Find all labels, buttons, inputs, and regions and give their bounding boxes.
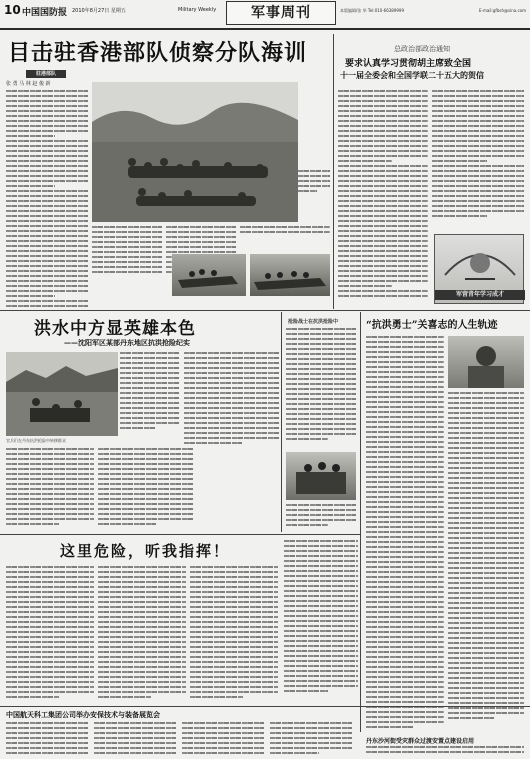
flood-text-column-2 <box>6 448 94 532</box>
flood-text-column-3 <box>98 448 194 532</box>
page-number: 10 <box>4 3 21 17</box>
paper-name: 中国国防报 <box>22 8 68 18</box>
sidebar-headline-1: 要求认真学习贯彻胡主席致全国 <box>345 59 472 69</box>
flood-photo <box>6 352 118 436</box>
column-rule-middle <box>281 312 282 532</box>
footer-right-text <box>366 746 524 756</box>
section-divider <box>0 310 530 311</box>
editor-contact: 本版编辑/张 华 Tel:010-66389999 <box>340 8 405 13</box>
flood-headline: 洪水中方显英雄本色 <box>34 319 196 339</box>
flood-rescue-image <box>6 352 118 436</box>
lower-text-column-1 <box>6 566 94 704</box>
footer-right-headline: 丹东沙河街受灾群众过渡安置点建设启用 <box>366 738 475 745</box>
column-rule-right <box>360 312 361 732</box>
middle-photo <box>286 452 356 500</box>
lead-text-column-2 <box>92 226 162 280</box>
dateline: 2010年8月27日 星期五 <box>72 8 126 14</box>
footer-left-text <box>6 722 352 756</box>
section-title: 军事周刊 <box>226 1 336 25</box>
footer-divider <box>0 706 530 707</box>
lower-text-column-3 <box>190 566 278 704</box>
lower-divider <box>0 534 360 535</box>
soldiers-training-image <box>92 82 298 222</box>
flood-subhead: ——沈阳军区某部丹东地区抗洪抢险纪实 <box>64 338 190 347</box>
flood-text-column-4 <box>184 352 280 448</box>
right-feature-column-2 <box>448 392 524 732</box>
boat-photo-1 <box>172 254 246 296</box>
lead-headline: 目击驻香港部队侦察分队海训 <box>8 40 308 66</box>
section-name-en: Military Weekly <box>178 7 217 13</box>
masthead <box>0 0 530 30</box>
middle-text-column-2 <box>286 504 356 532</box>
sidebar-text-column-1 <box>338 90 428 300</box>
lead-photo-caption <box>298 170 330 195</box>
column-rule <box>333 34 334 309</box>
boat-photo-2 <box>250 254 330 296</box>
flood-photo-caption: 官兵们在丹东抗洪抢险中转移群众 <box>6 438 66 443</box>
lead-main-photo <box>92 82 298 222</box>
youth-badge-emblem-icon <box>435 235 525 287</box>
sidebar-text-column-2 <box>432 90 524 226</box>
footer-left-headline: 中国航天科工集团公司举办安保技术与装备展览会 <box>6 710 160 719</box>
right-feature-headline: “抗洪勇士”关喜志的人生轨迹 <box>366 320 498 331</box>
right-feature-column-1 <box>366 336 444 732</box>
sidebar-headline-2: 十一届全委会和全国学联二十五大的贺信 <box>340 70 484 80</box>
middle-column-title: 抢险战士在抗洪抢险中 <box>288 319 339 325</box>
lower-headline: 这里危险，听我指挥！ <box>60 542 231 560</box>
portrait-image <box>448 336 524 388</box>
lead-text-column-4 <box>240 226 330 240</box>
lead-kicker: 驻港部队 <box>26 70 66 78</box>
flood-text-column-1 <box>120 352 180 436</box>
lower-text-column-2 <box>98 566 186 704</box>
middle-text-column-1 <box>286 328 356 448</box>
editor-email: E-mail:gfbsh@sina.com <box>479 8 526 13</box>
right-feature-photo <box>448 336 524 388</box>
youth-badge-label: 军营青年学习成才 <box>435 290 525 300</box>
lead-text-column-1 <box>6 90 88 310</box>
youth-study-badge <box>434 234 524 304</box>
lead-byline: 张 勇 马 林 赵 俊 新 <box>6 81 51 87</box>
lower-text-column-4 <box>284 540 358 704</box>
sidebar-label: 总政治部政治通知 <box>394 45 450 53</box>
